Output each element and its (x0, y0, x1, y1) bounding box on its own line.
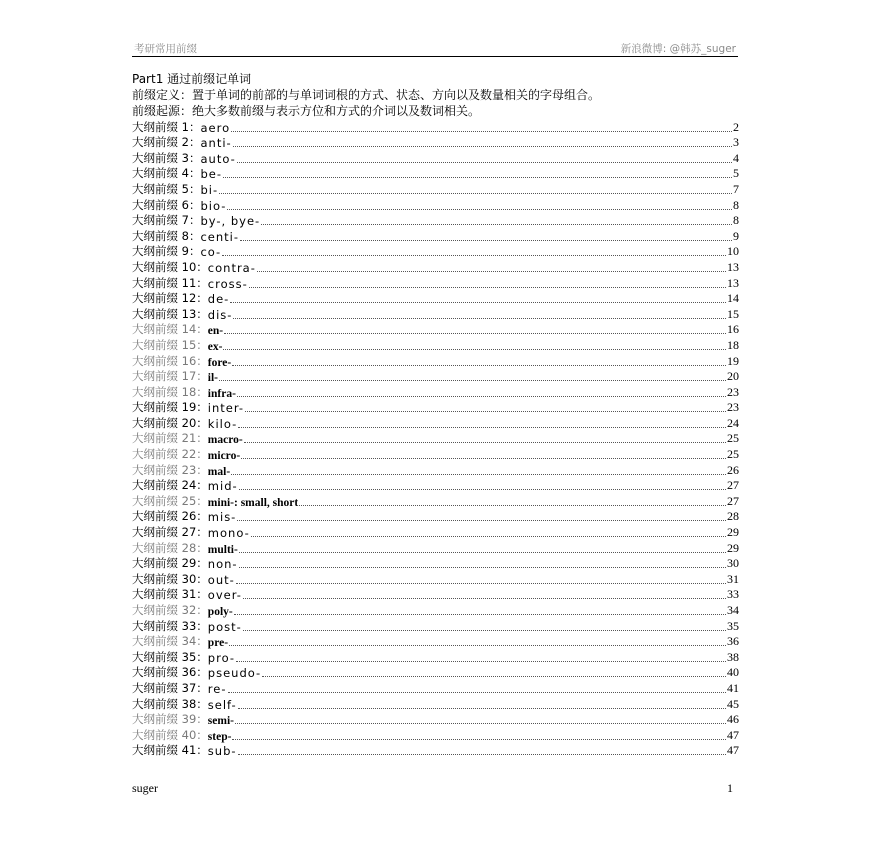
toc-entry-page: 13 (727, 275, 739, 290)
toc-entry[interactable] (132, 431, 739, 447)
toc-entry-prefix: il- (207, 372, 219, 385)
toc-entry-prefix: co- (200, 245, 222, 260)
toc-entry-page: 30 (727, 556, 739, 571)
toc-entry-page: 47 (727, 743, 739, 758)
toc-dot-leader (243, 629, 726, 631)
toc-entry-label: 大纲前缀 24： (132, 478, 208, 493)
toc-dot-leader (238, 426, 726, 428)
header-title: 考研常用前缀 (134, 43, 197, 55)
toc-entry-page: 31 (727, 571, 739, 586)
toc-entry-page: 16 (727, 322, 739, 337)
toc-dot-leader (232, 364, 726, 366)
toc-entry-prefix: infra- (207, 387, 236, 400)
toc-entry[interactable] (132, 353, 739, 369)
toc-entry[interactable] (132, 696, 739, 712)
toc-entry-prefix: semi- (207, 715, 234, 728)
toc-entry[interactable] (132, 166, 739, 182)
toc-entry-prefix: pre- (207, 637, 229, 650)
toc-entry[interactable] (132, 587, 739, 603)
toc-dot-leader (239, 566, 726, 568)
toc-entry[interactable] (132, 540, 739, 556)
toc-entry[interactable] (132, 259, 739, 275)
intro-section (132, 71, 752, 119)
toc-dot-leader (219, 192, 732, 194)
toc-entry-label: 大纲前缀 22： (132, 447, 208, 462)
toc-entry-label: 大纲前缀 20： (132, 415, 208, 430)
toc-entry-label: 大纲前缀 2： (132, 135, 201, 150)
toc-dot-leader (244, 441, 726, 443)
toc-entry-page: 46 (727, 712, 739, 727)
toc-entry-page: 35 (727, 618, 739, 633)
toc-entry-page: 25 (727, 431, 739, 446)
toc-dot-leader (241, 457, 726, 459)
toc-dot-leader (227, 208, 732, 210)
toc-entry-prefix: be- (200, 167, 223, 182)
toc-entry[interactable] (132, 384, 739, 400)
toc-dot-leader (234, 613, 726, 615)
toc-entry[interactable] (132, 524, 739, 540)
toc-entry-label: 大纲前缀 38： (132, 696, 208, 711)
toc-entry[interactable] (132, 727, 739, 743)
toc-entry-label: 大纲前缀 26： (132, 509, 208, 524)
toc-entry-page: 38 (727, 649, 739, 664)
toc-entry-page: 4 (733, 150, 739, 165)
toc-dot-leader (245, 410, 726, 412)
toc-dot-leader (222, 254, 726, 256)
toc-entry[interactable] (132, 400, 739, 416)
toc-entry-label: 大纲前缀 31： (132, 587, 208, 602)
toc-entry[interactable] (132, 509, 739, 525)
page-header (132, 40, 738, 57)
toc-dot-leader (257, 270, 726, 272)
toc-entry-prefix: auto- (200, 151, 236, 166)
header-weibo: 新浪微博: @韩苏_suger (620, 43, 736, 55)
toc-entry-label: 大纲前缀 4： (132, 166, 201, 181)
toc-entry-label: 大纲前缀 6： (132, 197, 201, 212)
toc-dot-leader (236, 660, 726, 662)
toc-entry-label: 大纲前缀 12： (132, 291, 208, 306)
toc-entry[interactable] (132, 649, 739, 665)
toc-entry[interactable] (132, 446, 739, 462)
toc-dot-leader (229, 644, 726, 646)
toc-entry-page: 23 (727, 384, 739, 399)
toc-entry[interactable] (132, 181, 739, 197)
toc-entry-label: 大纲前缀 1： (132, 119, 201, 134)
toc-entry[interactable] (132, 197, 739, 213)
toc-entry-label: 大纲前缀 33： (132, 618, 208, 633)
toc-entry-page: 40 (727, 665, 739, 680)
toc-dot-leader (261, 223, 732, 225)
toc-entry-page: 5 (733, 166, 739, 181)
toc-dot-leader (235, 722, 726, 724)
toc-entry-prefix: fore- (207, 356, 232, 369)
toc-entry-label: 大纲前缀 14： (132, 322, 208, 337)
toc-entry-prefix: macro- (207, 434, 243, 447)
toc-entry[interactable] (132, 571, 739, 587)
toc-entry-prefix: multi- (207, 543, 238, 556)
toc-entry-prefix: post- (207, 619, 242, 634)
toc-dot-leader (238, 753, 726, 755)
toc-entry-prefix: inter- (207, 401, 245, 416)
toc-entry-prefix: contra- (207, 260, 256, 275)
toc-entry-label: 大纲前缀 34： (132, 634, 208, 649)
toc-dot-leader (236, 582, 726, 584)
toc-entry-label: 大纲前缀 25： (132, 493, 208, 508)
footer-author: suger (132, 781, 158, 795)
toc-dot-leader (233, 145, 732, 147)
toc-dot-leader (240, 239, 732, 241)
toc-entry-page: 10 (727, 244, 739, 259)
toc-entry[interactable] (132, 244, 739, 260)
toc-entry-prefix: centi- (200, 229, 240, 244)
toc-dot-leader (223, 176, 732, 178)
toc-entry-label: 大纲前缀 40： (132, 727, 208, 742)
toc-entry-page: 34 (727, 603, 739, 617)
toc-entry-page: 27 (727, 478, 739, 493)
toc-entry-label: 大纲前缀 3： (132, 150, 201, 165)
toc-entry[interactable] (132, 478, 739, 494)
toc-entry-prefix: anti- (200, 136, 232, 151)
toc-entry-page: 36 (727, 634, 739, 649)
toc-entry[interactable] (132, 712, 739, 728)
toc-entry[interactable] (132, 680, 739, 696)
toc-dot-leader (237, 519, 726, 521)
toc-entry[interactable] (132, 291, 739, 307)
toc-entry-label: 大纲前缀 16： (132, 353, 208, 368)
toc-dot-leader (238, 707, 726, 709)
toc-dot-leader (239, 488, 726, 490)
part-title: Part1 通过前缀记单词 (132, 72, 252, 86)
toc-entry-prefix: micro- (207, 450, 241, 463)
toc-entry-prefix: re- (207, 681, 227, 696)
toc-entry[interactable] (132, 135, 739, 151)
toc-entry[interactable] (132, 228, 739, 244)
toc-entry-label: 大纲前缀 39： (132, 712, 208, 727)
toc-dot-leader (243, 597, 726, 599)
toc-entry-label: 大纲前缀 9： (132, 244, 201, 259)
toc-entry-page: 18 (727, 337, 739, 352)
toc-entry[interactable] (132, 150, 739, 166)
prefix-origin: 前缀起源：绝大多数前缀与表示方位和方式的介词以及数词相关。 (132, 104, 481, 118)
toc-entry-prefix: mis- (207, 510, 237, 525)
toc-entry-prefix: sub- (207, 744, 237, 759)
toc-entry-label: 大纲前缀 35： (132, 649, 208, 664)
toc-dot-leader (231, 473, 726, 475)
toc-entry[interactable] (132, 213, 739, 229)
toc-entry-label: 大纲前缀 32： (132, 603, 208, 617)
toc-entry-page: 13 (727, 259, 739, 274)
toc-dot-leader (237, 161, 732, 163)
toc-dot-leader (219, 379, 726, 381)
toc-entry-page: 29 (727, 540, 739, 555)
toc-entry[interactable] (132, 415, 739, 431)
toc-entry-label: 大纲前缀 21： (132, 431, 208, 446)
toc-entry[interactable] (132, 634, 739, 650)
toc-entry-prefix: mal- (207, 465, 231, 478)
toc-entry-prefix: ex- (207, 340, 223, 353)
toc-entry-page: 24 (727, 415, 739, 430)
toc-entry-label: 大纲前缀 27： (132, 525, 208, 540)
toc-entry-page: 19 (727, 353, 739, 368)
toc-entry-label: 大纲前缀 19： (132, 400, 208, 415)
toc-dot-leader (230, 301, 726, 303)
toc-entry-page: 15 (727, 306, 739, 321)
toc-entry[interactable] (132, 618, 739, 634)
toc-entry-label: 大纲前缀 41： (132, 743, 208, 758)
toc-dot-leader (251, 535, 726, 537)
toc-entry-prefix: self- (207, 697, 237, 712)
toc-entry-page: 23 (727, 400, 739, 415)
toc-dot-leader (224, 332, 726, 334)
toc-entry-page: 41 (727, 680, 739, 695)
toc-entry-prefix: poly- (207, 606, 233, 618)
toc-entry-prefix: kilo- (207, 416, 238, 431)
toc-dot-leader (233, 317, 726, 319)
toc-entry[interactable] (132, 369, 739, 385)
toc-entry[interactable] (132, 337, 739, 353)
toc-entry-prefix: de- (207, 292, 230, 307)
toc-entry-prefix: aero (200, 120, 231, 135)
toc-entry-prefix: over- (207, 588, 242, 603)
toc-entry-page: 29 (727, 525, 739, 540)
toc-dot-leader (299, 504, 726, 506)
toc-entry-label: 大纲前缀 29： (132, 556, 208, 571)
toc-entry-page: 26 (727, 462, 739, 477)
toc-entry-prefix: bio- (200, 198, 227, 213)
toc-entry[interactable] (132, 743, 739, 759)
toc-entry-label: 大纲前缀 15： (132, 337, 208, 352)
toc-entry-page: 27 (727, 493, 739, 508)
toc-entry-prefix: pseudo- (207, 666, 262, 681)
toc-entry-page: 3 (733, 135, 739, 150)
toc-entry[interactable] (132, 322, 739, 338)
toc-entry-label: 大纲前缀 13： (132, 306, 208, 321)
toc-entry-label: 大纲前缀 5： (132, 181, 201, 196)
toc-entry[interactable] (132, 665, 739, 681)
toc-entry-prefix: mini-: small, short (207, 496, 299, 509)
toc-entry-label: 大纲前缀 18： (132, 384, 208, 399)
footer-page-number: 1 (727, 781, 733, 795)
prefix-definition: 前缀定义：置于单词的前部的与单词词根的方式、状态、方向以及数量相关的字母组合。 (132, 88, 601, 102)
toc-dot-leader (228, 691, 727, 693)
toc-entry-prefix: out- (207, 572, 235, 587)
toc-entry-page: 2 (733, 119, 739, 134)
toc-entry-prefix: dis- (207, 307, 233, 322)
toc-entry-page: 8 (733, 213, 739, 228)
toc-entry-label: 大纲前缀 10： (132, 259, 208, 274)
toc-entry[interactable] (132, 493, 739, 509)
toc-entry[interactable] (132, 119, 739, 135)
toc-entry-page: 33 (727, 587, 739, 602)
toc-entry-label: 大纲前缀 28： (132, 540, 208, 555)
toc-entry[interactable] (132, 275, 739, 291)
toc-dot-leader (237, 395, 726, 397)
toc-entry-prefix: mono- (207, 526, 250, 541)
toc-entry-page: 8 (733, 197, 739, 212)
toc-dot-leader (231, 130, 732, 132)
toc-entry-page: 9 (733, 228, 739, 243)
toc-dot-leader (232, 738, 726, 740)
toc-entry-prefix: pro- (207, 650, 235, 665)
toc-dot-leader (239, 551, 726, 553)
toc-dot-leader (223, 348, 726, 350)
toc-entry-label: 大纲前缀 30： (132, 571, 208, 586)
toc-entry-prefix: by-, bye- (200, 214, 261, 229)
toc-entry-prefix: mid- (207, 479, 238, 494)
toc-entry-page: 28 (727, 509, 739, 524)
toc-entry-label: 大纲前缀 17： (132, 369, 208, 384)
toc-entry[interactable] (132, 602, 739, 618)
toc-entry[interactable] (132, 556, 739, 572)
toc-entry-label: 大纲前缀 23： (132, 462, 208, 477)
toc-entry-prefix: bi- (200, 182, 219, 197)
toc-entry-page: 47 (727, 727, 739, 742)
toc-entry-prefix: cross- (207, 276, 248, 291)
toc-entry-page: 45 (727, 696, 739, 711)
toc-entry-label: 大纲前缀 36： (132, 665, 208, 680)
toc-entry-label: 大纲前缀 11： (132, 275, 208, 290)
toc-entry-label: 大纲前缀 37： (132, 680, 208, 695)
toc-entry-prefix: non- (207, 557, 238, 572)
toc-entry-page: 14 (727, 291, 739, 306)
toc-entry-prefix: en- (207, 325, 224, 338)
toc-entry-label: 大纲前缀 8： (132, 228, 201, 243)
toc-entry-page: 25 (727, 447, 739, 462)
toc-dot-leader (249, 286, 726, 288)
toc-entry-label: 大纲前缀 7： (132, 213, 201, 228)
toc-entry[interactable] (132, 306, 739, 322)
toc-entry-prefix: step- (207, 730, 232, 743)
toc-entry[interactable] (132, 462, 739, 478)
toc-entry-page: 20 (727, 369, 739, 384)
table-of-contents (132, 119, 739, 758)
toc-dot-leader (262, 675, 726, 677)
toc-entry-page: 7 (733, 181, 739, 196)
